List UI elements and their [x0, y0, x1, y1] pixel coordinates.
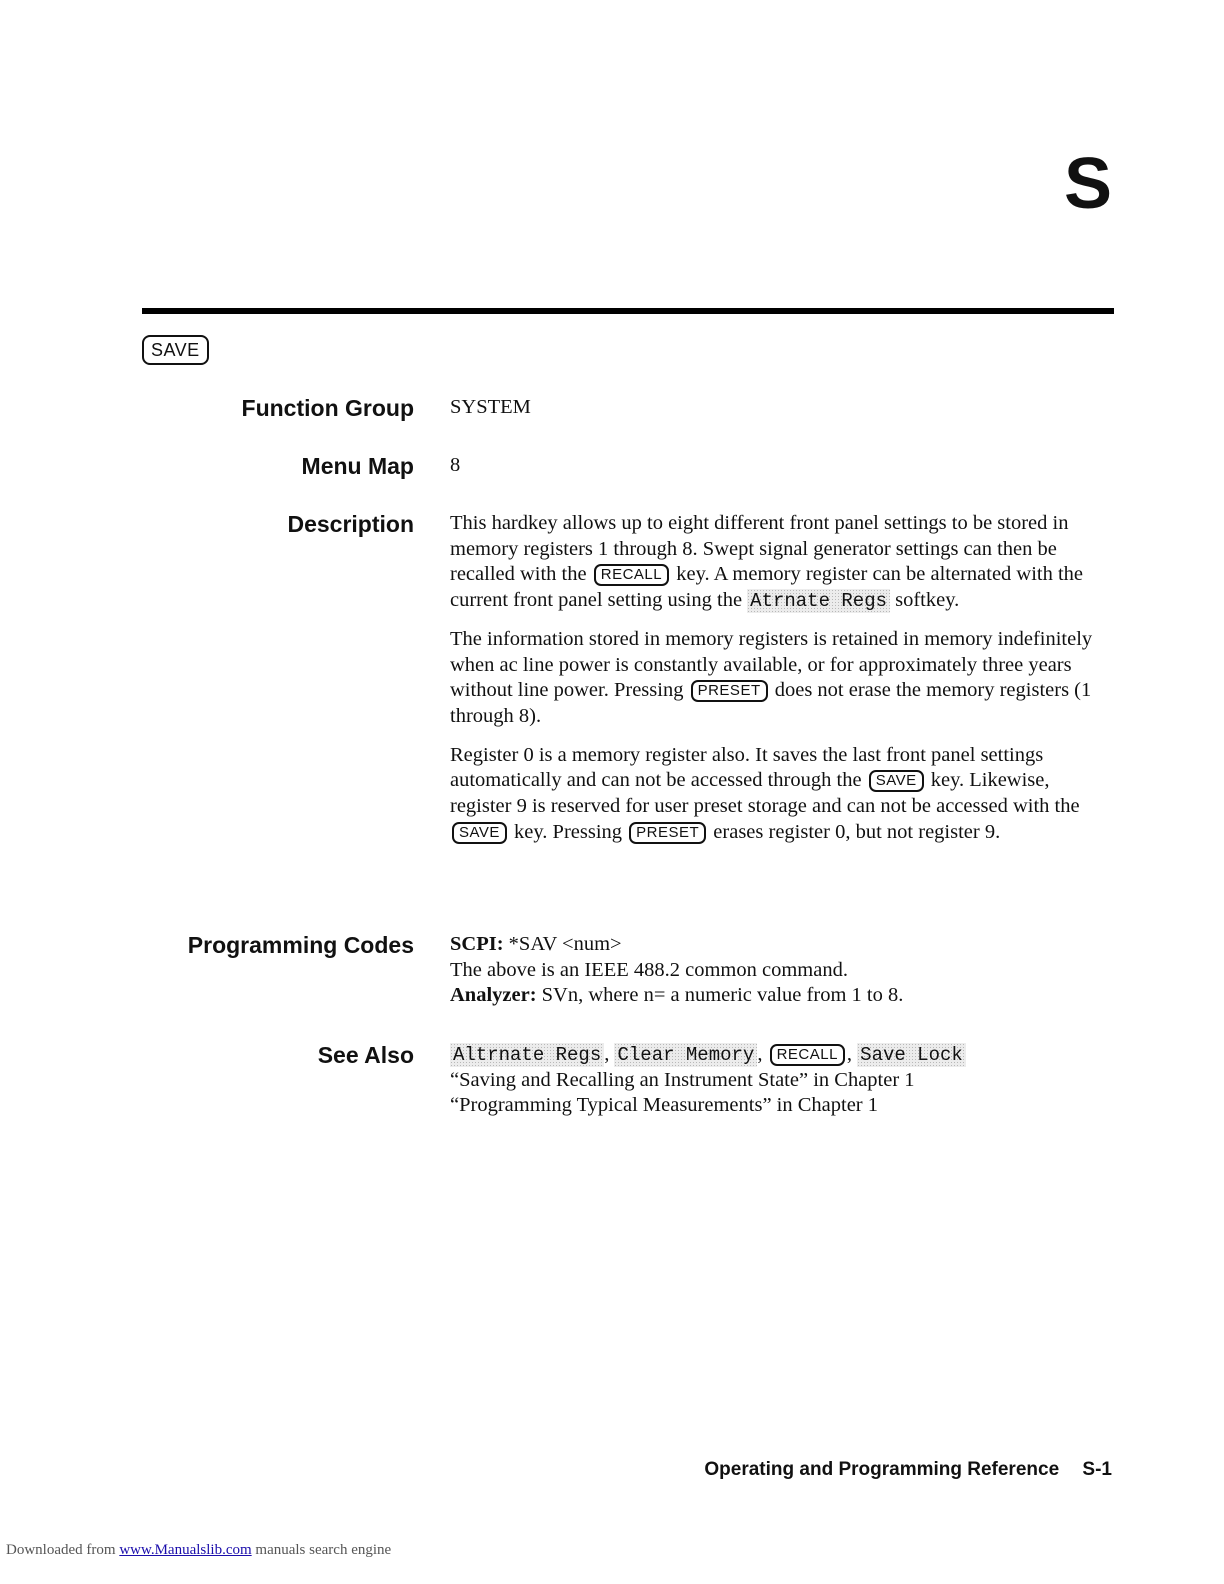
preset-key: PRESET [691, 680, 768, 702]
save-key: SAVE [452, 822, 507, 844]
see-also-reference-1: “Saving and Recalling an Instrument State” in Chapter 1 [450, 1068, 915, 1091]
description-label: Description [287, 511, 414, 537]
title-save-key: SAVE [142, 335, 209, 365]
see-also-keys: Altrnate Regs , Clear Memory , RECALL , Save Lock [450, 1042, 1114, 1068]
description-paragraph-1: This hardkey allows up to eight different front panel settings to be stored in memory registers 1 through 8. Swept signal generator settings can then be recalled with the RECALL key. A memory register can be alternated with the current front panel setting using the Atrnate Regs softkey. [450, 512, 1084, 613]
header-rule [142, 308, 1114, 314]
programming-codes-label: Programming Codes [187, 932, 414, 958]
function-group-label: Function Group [241, 395, 414, 421]
chapter-letter: S [1063, 144, 1112, 224]
menu-map-label: Menu Map [301, 453, 414, 479]
analyzer-line: Analyzer: SVn, where n= a numeric value from 1 to 8. [450, 984, 904, 1007]
description-body [450, 511, 1114, 858]
download-note: Downloaded from www.Manualslib.com manuals search engine [6, 1542, 392, 1558]
see-also-body [450, 1042, 1114, 1119]
recall-key: RECALL [594, 564, 669, 586]
description-paragraph-3: Register 0 is a memory register also. It saves the last front panel settings automatically and can not be accessed through the SAVE key. Likewise, register 9 is reserved for user preset storage and can not be accessed with the SAVE key. Pressing PRESET erases register 0, but not register 9. [450, 743, 1080, 843]
save-key: SAVE [869, 770, 924, 792]
see-also-label: See Also [317, 1042, 414, 1068]
preset-key: PRESET [629, 822, 706, 844]
page-footer [704, 1459, 1112, 1481]
footer-title: Operating and Programming Reference [704, 1459, 1060, 1480]
atrnate-regs-softkey: Atrnate Regs [747, 589, 890, 613]
recall-key: RECALL [770, 1044, 845, 1066]
see-also-reference-2: “Programming Typical Measurements” in Chapter 1 [450, 1094, 879, 1117]
scpi-line: SCPI: *SAV <num> [450, 933, 622, 955]
menu-map-value: 8 [450, 454, 461, 476]
function-group-value: SYSTEM [450, 396, 531, 418]
description-paragraph-2: The information stored in memory registers is retained in memory indefinitely when ac line power is constantly available, or for approximately three years without line power. Pressing PRESET does not erase the memory registers (1 through 8). [450, 627, 1093, 727]
clear-memory-softkey: Clear Memory [614, 1043, 757, 1067]
save-lock-softkey: Save Lock [857, 1043, 966, 1067]
manualslib-link[interactable]: www.Manualslib.com [119, 1542, 252, 1558]
common-command-note: The above is an IEEE 488.2 common command. [450, 958, 848, 981]
page-number: S-1 [1082, 1459, 1112, 1480]
altrnate-regs-softkey: Altrnate Regs [450, 1043, 604, 1067]
programming-codes-body [450, 932, 1114, 1009]
